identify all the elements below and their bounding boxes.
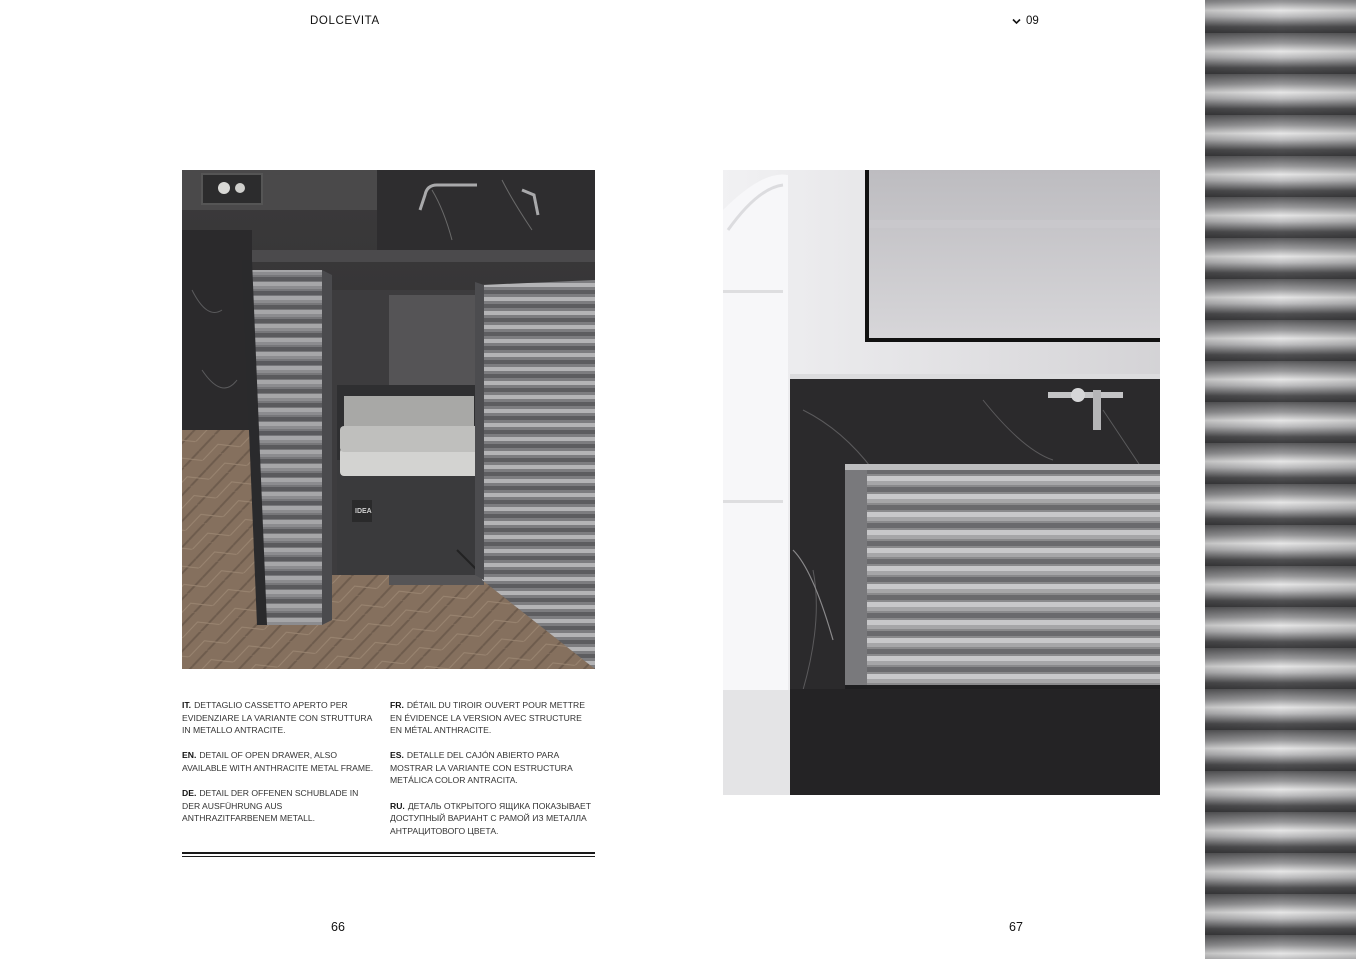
vanity-photo <box>723 170 1160 795</box>
open-drawer-photo <box>182 170 595 669</box>
chapter-number: 09 <box>1026 15 1039 27</box>
collection-title: DOLCEVITA <box>310 15 380 27</box>
caption-it: IT. DETTAGLIO CASSETTO APERTO PER EVIDENZIARE LA VARIANTE CON STRUTTURA IN METALLO ANTRACITE. <box>182 700 372 736</box>
caption-es: ES. DETALLE DEL CAJÓN ABIERTO PARA MOSTRAR LA VARIANTE CON ESTRUCTURA METÁLICA COLOR ANTRACITA. <box>390 750 573 786</box>
page-number-left: 66 <box>331 920 345 934</box>
drawer-brand-label: IDEA <box>355 508 372 515</box>
divider-thin <box>182 856 595 857</box>
caption-en: EN. DETAIL OF OPEN DRAWER, ALSO AVAILABLE WITH ANTHRACITE METAL FRAME. <box>182 750 374 773</box>
divider-thick <box>182 852 595 854</box>
page-number-right: 67 <box>1009 920 1023 934</box>
caption-ru: RU. ДЕТАЛЬ ОТКРЫТОГО ЯЩИКА ПОКАЗЫВАЕТ ДОСТУПНЫЙ ВАРИАНТ С РАМОЙ ИЗ МЕТАЛЛА АНТРАЦИТОВОГО ЦВЕТА. <box>390 800 592 836</box>
caption-column-right <box>390 699 595 850</box>
caption-column-left <box>182 699 377 837</box>
chapter-indicator[interactable] <box>1012 15 1039 27</box>
caption-de: DE. DETAIL DER OFFENEN SCHUBLADE IN DER AUSFÜHRUNG AUS ANTHRAZITFARBENEM METALL. <box>182 787 359 824</box>
caption-fr: FR. DÉTAIL DU TIROIR OUVERT POUR METTRE EN ÉVIDENCE LA VERSION AVEC STRUCTURE EN MÉTAL ANTHRACITE. <box>390 700 585 736</box>
corrugated-metal-texture <box>1205 0 1356 959</box>
chevron-down-icon <box>1012 18 1021 25</box>
